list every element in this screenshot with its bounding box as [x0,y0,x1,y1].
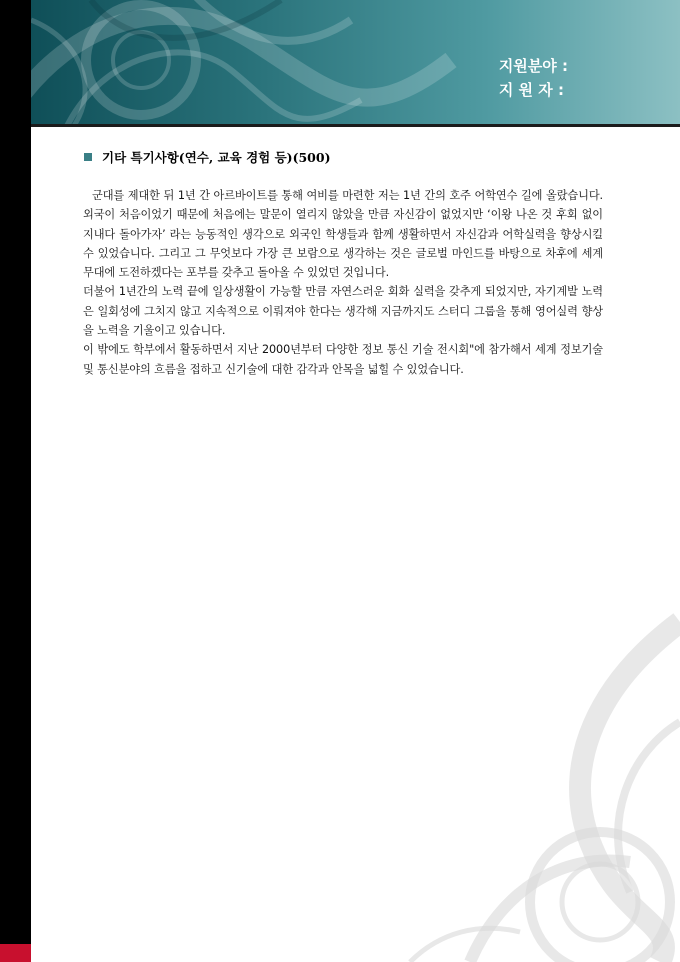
paragraph-3: 이 밖에도 학부에서 활동하면서 지난 2000년부터 다양한 정보 통신 기술 전시회"에 참가해서 세계 정보기술 및 통신분야의 흐름을 접하고 신기술에 대한 감각과 안목을 넓힐 수 있었습니다. [83,343,603,376]
paragraph-2: 더불어 1년간의 노력 끝에 일상생활이 가능할 만큼 자연스러운 회화 실력을 갖추게 되었지만, 자기계발 노력은 일회성에 그치지 않고 지속적으로 이뤄져야 한다는 생각해 지금까지도 스터디 그룹을 통해 영어실력 향상을 노력을 기울이고 있습니다. [83,285,603,338]
square-bullet-icon [84,153,92,161]
section-heading [84,148,330,166]
applicant-info [499,54,568,102]
body-content [83,186,603,379]
section-title-text: 기타 특기사항(연수, 교육 경험 등)(500) [102,150,331,165]
header-divider [31,124,680,127]
applicant-name-label: 지 원 자 : [498,81,564,99]
background-swirl-decoration [350,602,680,962]
left-spine [0,0,31,962]
spine-red-accent [0,944,31,962]
header-band [31,0,680,124]
header-swirl-decoration [31,0,680,124]
field-label: 지원분야 : [498,57,568,75]
paragraph-1: 군대를 제대한 뒤 1년 간 아르바이트를 통해 여비를 마련한 저는 1년 간의 호주 어학연수 길에 올랐습니다. 외국이 처음이었기 때문에 처음에는 말문이 열리지 않았을 만큼 자신감이 없었지만 ‘이왕 나온 것 후회 없이 지내다 돌아가자’ 라는 능동적인 생각으로 외국인 학생들과 함께 생활하면서 자신감과 어학실력을 향상시킬 수 있었습니다. 그리고 그 무엇보다 가장 큰 보람으로 생각하는 것은 글로벌 마인드를 바탕으로 차후에 세계 무대에 도전하겠다는 포부를 갖추고 돌아올 수 있었던 것입니다. [83,189,603,280]
